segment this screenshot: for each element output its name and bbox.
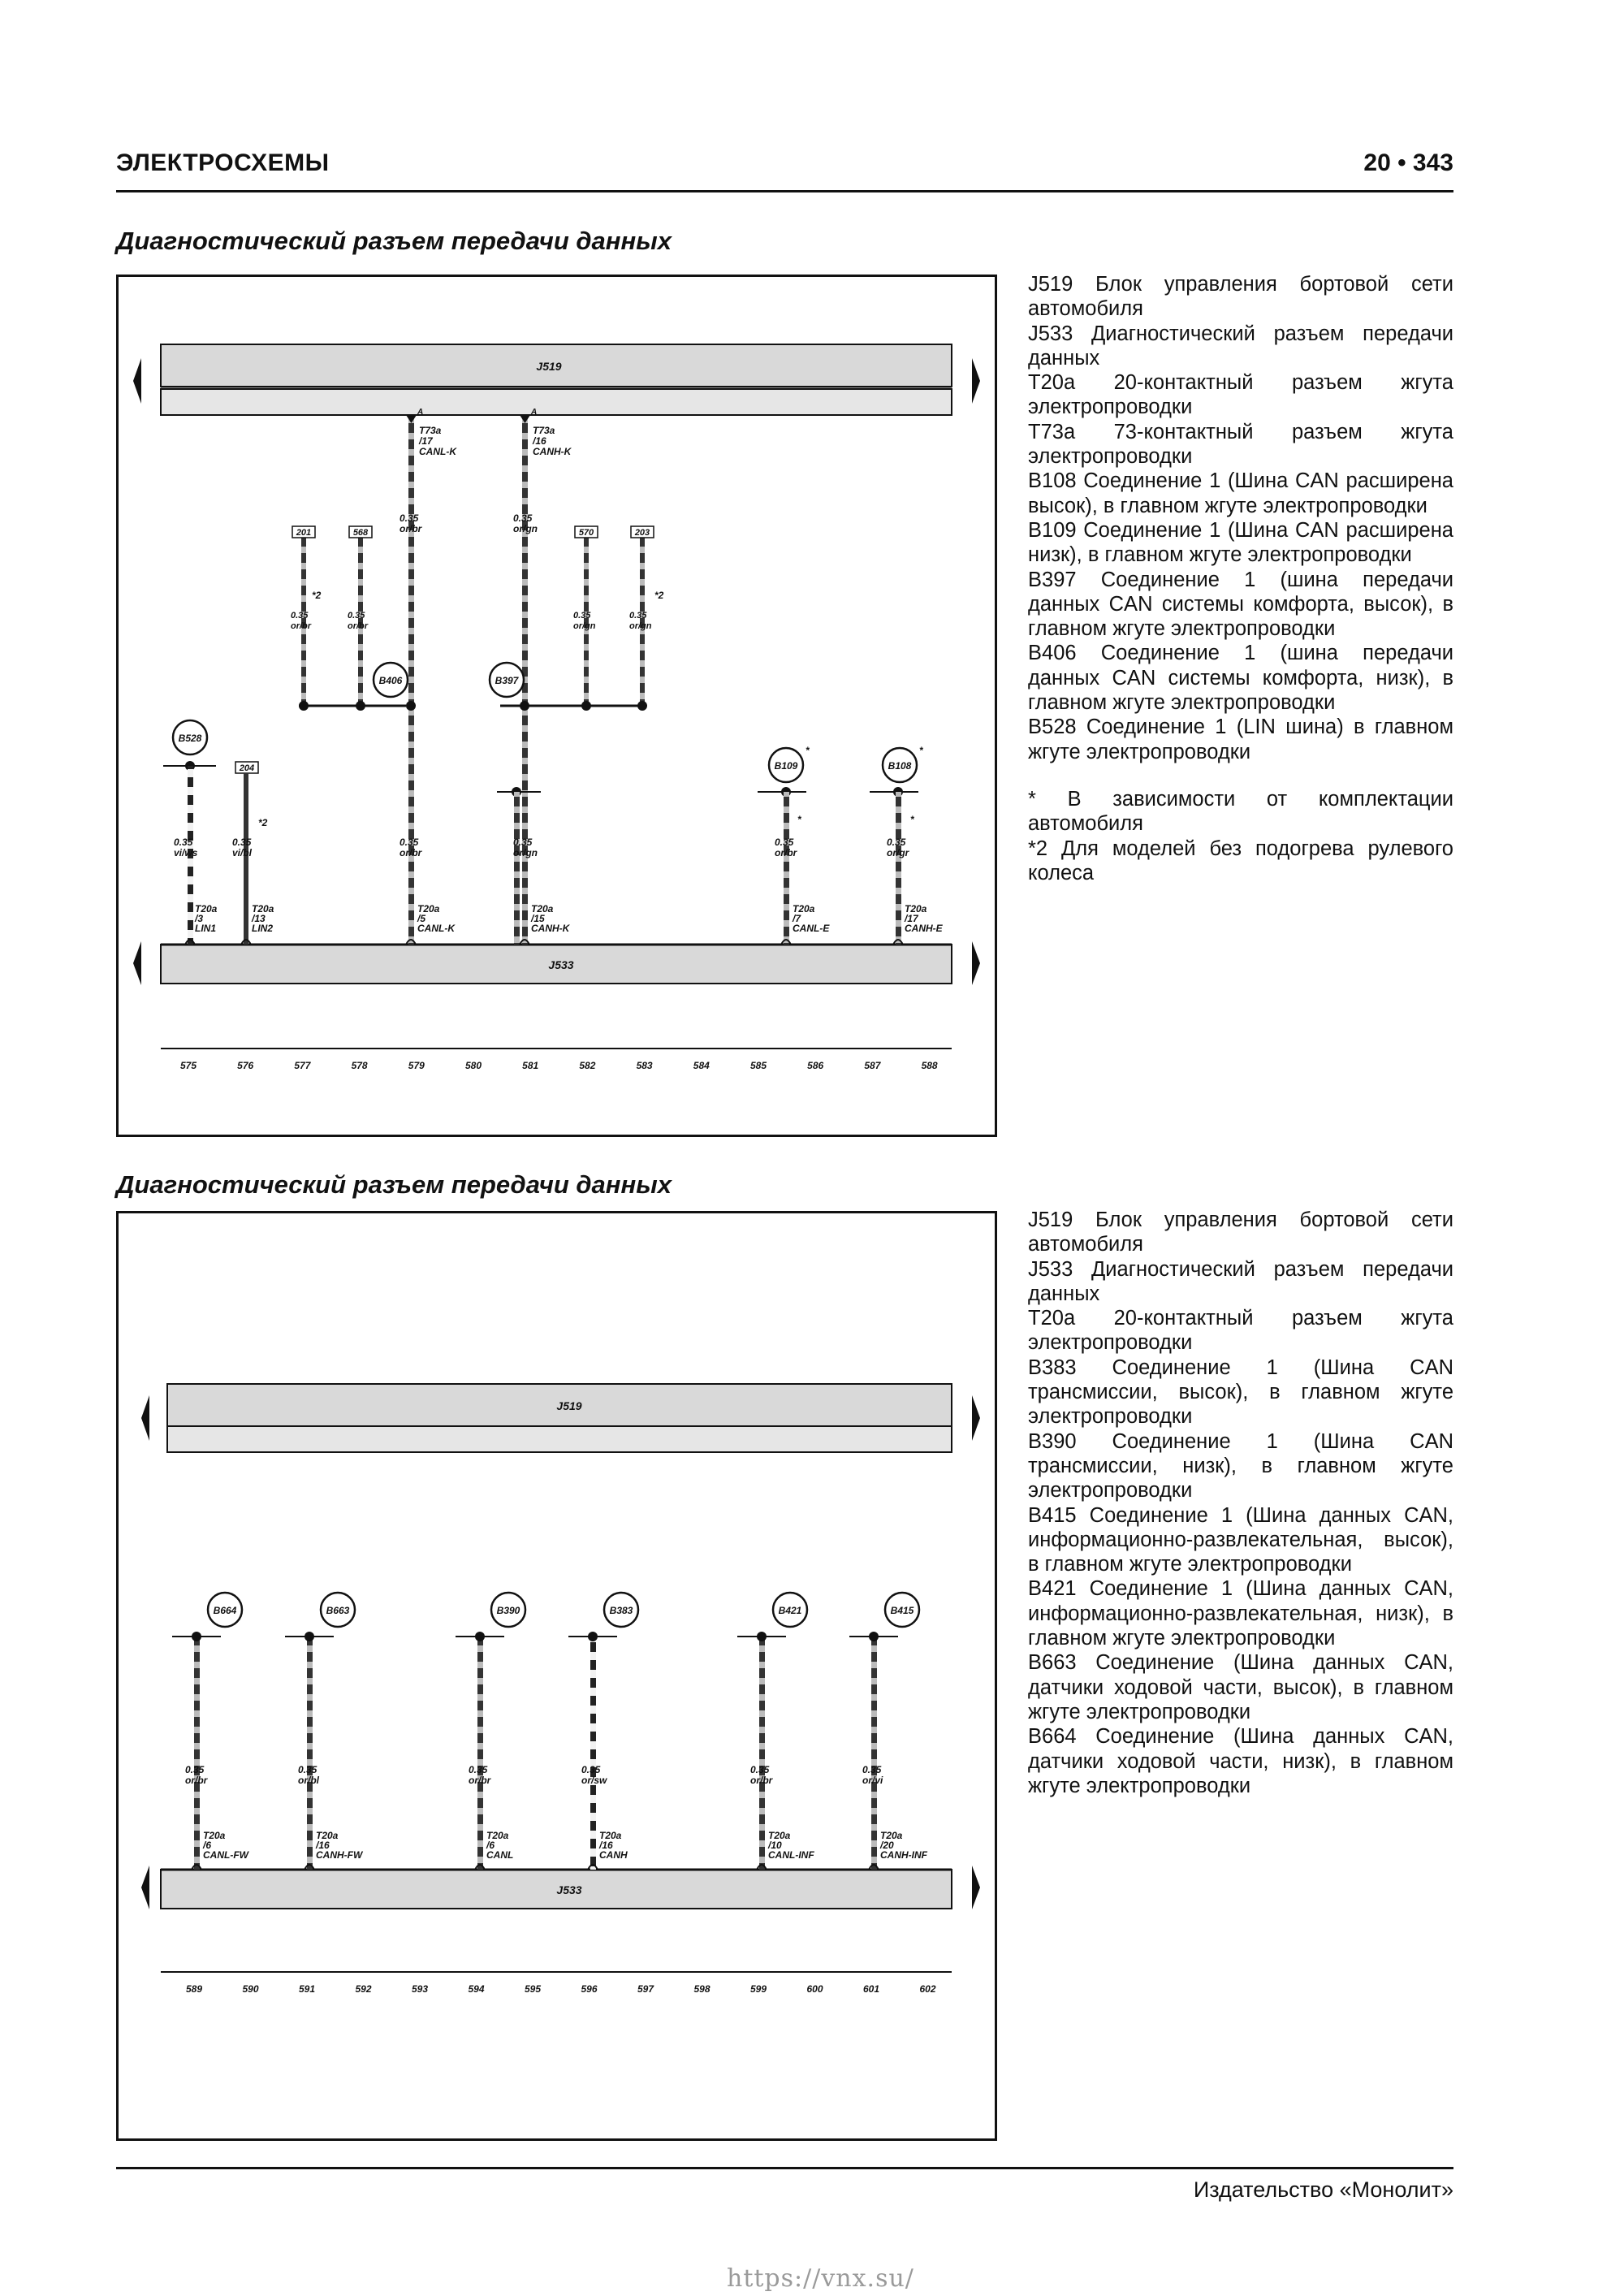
legend-item: J519 Блок управления бортовой сети автомобиля	[1028, 273, 1453, 321]
arrow-left-icon	[141, 1395, 149, 1441]
legend-item: B528 Соединение 1 (LIN шина) в главном жгуте электропроводки	[1028, 716, 1453, 763]
wire-code: 0.35 or/bl	[298, 1764, 319, 1786]
pin-a: A	[417, 408, 424, 417]
wire-code: 0.35 or/br	[291, 611, 312, 631]
column-number: 577	[294, 1060, 311, 1071]
legend-2	[1028, 1208, 1453, 1798]
pin-a: A	[531, 408, 538, 417]
ref-203: 203	[634, 528, 650, 538]
wire-code: 0.35 or/br	[348, 611, 369, 631]
t20a-label: T20a /16 CANH	[599, 1830, 628, 1861]
t20a-label: T20a /5 CANL-K	[417, 903, 455, 934]
column-number: 596	[581, 1983, 598, 1995]
ref-204: 204	[239, 763, 255, 773]
arrow-right-icon	[972, 1395, 980, 1441]
node-b664: B664	[213, 1605, 237, 1616]
legend-item: * В зависимости от комплектации автомобиля	[1028, 787, 1453, 836]
wire	[194, 1637, 200, 1870]
legend-item: B109 Соединение 1 (Шина CAN расширена низк), в главном жгуте электропроводки	[1028, 518, 1453, 567]
wire	[307, 1637, 313, 1870]
wire-code: 0.35 vi/bl	[232, 837, 253, 858]
wire-579	[408, 415, 414, 945]
publisher: Издательство «Монолит»	[1193, 2177, 1453, 2202]
column-number: 580	[464, 1060, 482, 1071]
node-b528: B528	[178, 733, 202, 744]
legend-item: B406 Соединение 1 (шина передачи данных CAN системы комфорта, низк), в главном жгуте электропроводки	[1028, 642, 1453, 715]
t20a-label: T20a /17 CANH-E	[905, 903, 943, 934]
wire	[590, 1637, 596, 1870]
column-number: 586	[807, 1060, 824, 1071]
node-b415: B415	[890, 1605, 914, 1616]
legend-item: T20a 20-контактный разъем жгута электропроводки	[1028, 1307, 1453, 1355]
column-number: 588	[921, 1060, 938, 1071]
node-b421: B421	[778, 1605, 802, 1616]
legend-item: J533 Диагностический разъем передачи данных	[1028, 1257, 1453, 1305]
column-number: 581	[522, 1060, 539, 1071]
wires-group	[172, 1593, 928, 1870]
pin-arrow-icon	[520, 415, 530, 423]
node-b108: B108	[888, 760, 912, 772]
column-number: 582	[579, 1060, 596, 1071]
legend-item: J519 Блок управления бортовой сети автомобиля	[1028, 1209, 1453, 1256]
column-number: 575	[179, 1060, 197, 1071]
pin-arrow-icon	[406, 415, 417, 423]
node-b383: B383	[609, 1605, 633, 1616]
wire-code: 0.35 or/gr	[887, 837, 909, 858]
wire-code: 0.35 or/gn	[573, 611, 596, 631]
column-number: 594	[468, 1983, 485, 1995]
j533-label: J533	[556, 1883, 582, 1896]
footer-rule	[116, 2167, 1453, 2169]
node-b109: B109	[774, 760, 798, 772]
column-number: 602	[919, 1983, 936, 1995]
t20a-label: T20a /6 CANL	[486, 1830, 514, 1861]
ref-570: 570	[578, 528, 594, 538]
ref-568: 568	[352, 528, 369, 538]
column-number: 597	[637, 1983, 654, 1995]
legend-1	[1028, 272, 1453, 885]
legend-item: B390 Соединение 1 (Шина CAN трансмиссии, низк), в главном жгуте электропроводки	[1028, 1429, 1453, 1503]
wire-585b	[784, 792, 789, 945]
wire-code: 0.35 or/br	[750, 1764, 773, 1786]
legend-item: T20a 20-контактный разъем жгута электропроводки	[1028, 371, 1453, 419]
arrow-left-icon	[133, 941, 141, 985]
arrow-left-icon	[141, 1866, 149, 1909]
arrow-right-icon	[972, 1866, 980, 1909]
legend-item: *2 Для моделей без подогрева рулевого колеса	[1028, 837, 1453, 884]
note-star2: *2	[654, 590, 664, 601]
j533-label: J533	[548, 958, 574, 971]
legend-item: B397 Соединение 1 (шина передачи данных CAN системы комфорта, высок), в главном жгуте электропроводки	[1028, 568, 1453, 641]
diagram-2-title: Диагностический разъем передачи данных	[116, 1170, 672, 1199]
node-b663: B663	[326, 1605, 350, 1616]
wire-587	[896, 792, 901, 945]
node-b390: B390	[496, 1605, 520, 1616]
column-number: 598	[693, 1983, 710, 1995]
wire-585	[514, 792, 520, 945]
diagram-2	[116, 1211, 997, 2141]
column-number: 587	[864, 1060, 881, 1071]
arrow-right-icon	[972, 358, 980, 404]
j519-label: J519	[536, 360, 562, 373]
diagram-1	[116, 275, 997, 1137]
wire-code: 0.35 or/sw	[581, 1764, 607, 1786]
note-star: *	[919, 745, 923, 756]
t73a-l1: T73a	[419, 425, 442, 436]
note-star: *	[910, 814, 914, 825]
wire-code: 0.35 or/gn	[513, 837, 538, 858]
t20a-label: T20a /13 LIN2	[252, 903, 274, 934]
wire-576	[244, 773, 248, 945]
column-number: 578	[351, 1060, 368, 1071]
legend-item: B664 Соединение (Шина данных CAN, датчики ходовой части, низк), в главном жгуте электропроводки	[1028, 1725, 1453, 1797]
column-number: 590	[242, 1983, 259, 1995]
node-b406: B406	[378, 675, 403, 686]
watermark-url: https://vnx.su/	[727, 2264, 914, 2293]
diagram-2-svg	[119, 1213, 1000, 2143]
column-number: 584	[693, 1060, 710, 1071]
column-number: 591	[298, 1983, 316, 1995]
wire-code: 0.35 or/br	[400, 837, 422, 858]
column-number: 576	[237, 1060, 254, 1071]
t73a-label: T73a /16 CANH-K	[533, 425, 572, 457]
ref-201: 201	[296, 528, 312, 538]
legend-item: B108 Соединение 1 (Шина CAN расширена высок), в главном жгуте электропроводки	[1028, 469, 1453, 517]
t20a-label: T20a /6 CANL-FW	[203, 1830, 248, 1861]
j519-lower	[161, 389, 952, 415]
column-number: 589	[185, 1983, 203, 1995]
column-number: 583	[636, 1060, 653, 1071]
legend-item: B663 Соединение (Шина данных CAN, датчики ходовой части, высок), в главном жгуте электропроводки	[1028, 1651, 1453, 1723]
note-star2: *2	[312, 590, 322, 601]
t20a-label: T20a /16 CANH-FW	[316, 1830, 363, 1861]
wire-code: 0.35 vi/ws	[174, 837, 198, 858]
wire-code: 0.35 or/br	[185, 1764, 208, 1786]
t20a-label: T20a /20 CANH-INF	[880, 1830, 927, 1861]
wire-code: 0.35 or/br	[400, 512, 422, 534]
j519-lower	[167, 1426, 952, 1452]
t20a-label: T20a /7 CANL-E	[793, 903, 830, 934]
arrow-left-icon	[133, 358, 141, 404]
note-star: *	[806, 745, 810, 756]
page-number: 20 • 343	[1363, 149, 1453, 176]
legend-item: J533 Диагностический разъем передачи данных	[1028, 322, 1453, 370]
column-number: 585	[749, 1060, 767, 1071]
diagram-1-svg	[119, 277, 1000, 1139]
t20a-label: T20a /10 CANL-INF	[768, 1830, 814, 1861]
legend-item: B415 Соединение 1 (Шина данных CAN, информационно-развлекательная, высок), в главном жгуте электропроводки	[1028, 1503, 1453, 1576]
column-number: 601	[862, 1983, 880, 1995]
column-number: 600	[806, 1983, 823, 1995]
column-number: 599	[749, 1983, 767, 1995]
note-star2: *2	[258, 817, 268, 828]
wire-code: 0.35 or/gn	[513, 512, 538, 534]
t20a-label: T20a /15 CANH-K	[531, 903, 570, 934]
column-numbers	[180, 1060, 938, 1071]
wire-code: 0.35 or/br	[469, 1764, 491, 1786]
header-rule	[116, 190, 1453, 192]
wire-code: 0.35 or/br	[775, 837, 797, 858]
legend-item: B383 Соединение 1 (Шина CAN трансмиссии, высок), в главном жгуте электропроводки	[1028, 1356, 1453, 1429]
wire	[759, 1637, 765, 1870]
column-number: 593	[411, 1983, 429, 1995]
wire-code: 0.35 or/gn	[629, 611, 652, 631]
wire	[871, 1637, 877, 1870]
column-number: 595	[524, 1983, 542, 1995]
legend-item: T73a 73-контактный разъем жгута электропроводки	[1028, 420, 1453, 469]
column-numbers	[186, 1983, 936, 1995]
column-number: 579	[408, 1060, 425, 1071]
column-number: 592	[355, 1983, 372, 1995]
j519-label: J519	[556, 1399, 582, 1412]
t73a-label: T73a /17 CANL-K	[419, 425, 456, 457]
legend-item: B421 Соединение 1 (Шина данных CAN, информационно-развлекательная, низк), в главном жгуте электропроводки	[1028, 1577, 1453, 1650]
node-b397: B397	[495, 675, 519, 686]
diagram-1-title: Диагностический разъем передачи данных	[116, 227, 672, 255]
note-star: *	[797, 814, 801, 825]
section-title: ЭЛЕКТРОСХЕМЫ	[116, 149, 330, 176]
arrow-right-icon	[972, 941, 980, 985]
t20a-label: T20a /3 LIN1	[195, 903, 218, 934]
wire	[477, 1637, 483, 1870]
wire-code: 0.35 or/vi	[862, 1764, 883, 1786]
